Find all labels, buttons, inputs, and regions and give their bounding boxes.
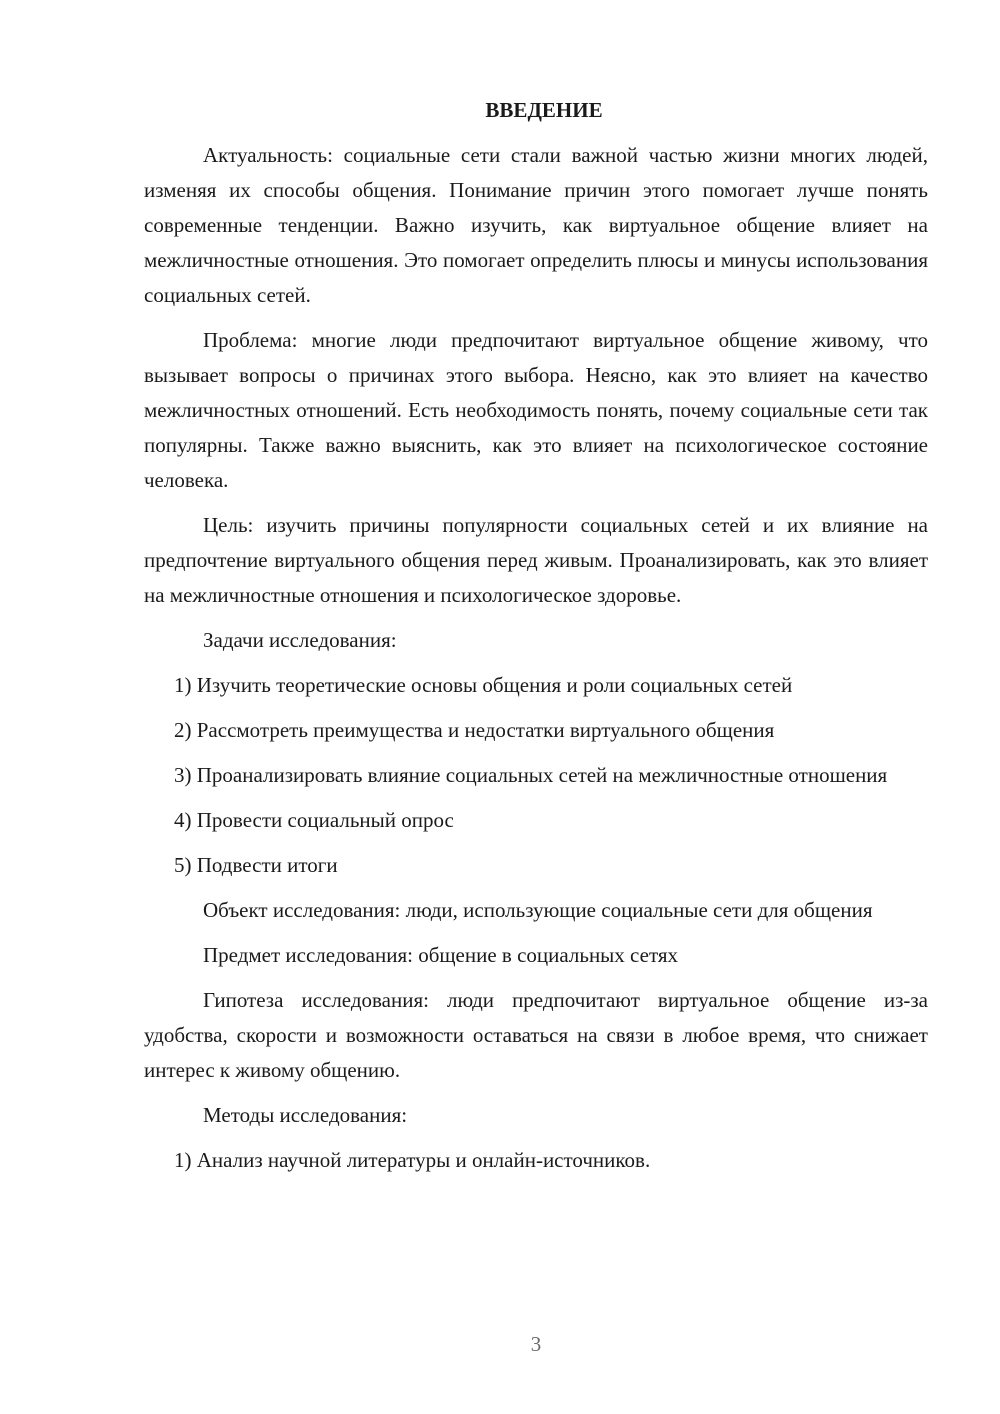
tasks-heading: Задачи исследования: [203,628,397,652]
task-item: 1) Изучить теоретические основы общения и роли социальных сетей [174,673,793,697]
relevance-paragraph: Актуальность: социальные сети стали важной частью жизни многих людей, изменяя их способы общения. Понимание причин этого помогает лучше понять современные тенденции. Важно изучить, как виртуальное общение влияет на межличностные отношения. Это помогает определить плюсы и минусы использования социальных сетей. [144,143,928,307]
problem-paragraph: Проблема: многие люди предпочитают виртуальное общение живому, что вызывает вопросы о причинах этого выбора. Неясно, как это влияет на качество межличностных отношений. Есть необходимость понять, почему социальные сети так популярны. Также важно выяснить, как это влияет на психологическое состояние человека. [144,328,928,492]
task-item: 4) Провести социальный опрос [174,808,454,832]
method-item: 1) Анализ научной литературы и онлайн-источников. [174,1148,651,1172]
subject-paragraph: Предмет исследования: общение в социальных сетях [203,943,679,967]
task-item: 5) Подвести итоги [174,853,338,877]
task-item: 3) Проанализировать влияние социальных сетей на межличностные отношения [174,763,888,787]
section-title: ВВЕДЕНИЕ [485,98,603,122]
page-content [144,93,928,1188]
object-paragraph: Объект исследования: люди, использующие социальные сети для общения [203,898,873,922]
task-item: 2) Рассмотреть преимущества и недостатки виртуального общения [174,718,775,742]
page-number: 3 [530,1332,542,1356]
hypothesis-paragraph: Гипотеза исследования: люди предпочитают виртуальное общение из-за удобства, скорости и возможности оставаться на связи в любое время, что снижает интерес к живому общению. [144,988,928,1082]
goal-paragraph: Цель: изучить причины популярности социальных сетей и их влияние на предпочтение виртуального общения перед живым. Проанализировать, как это влияет на межличностные отношения и психологическое здоровье. [144,513,928,607]
methods-heading: Методы исследования: [203,1103,408,1127]
